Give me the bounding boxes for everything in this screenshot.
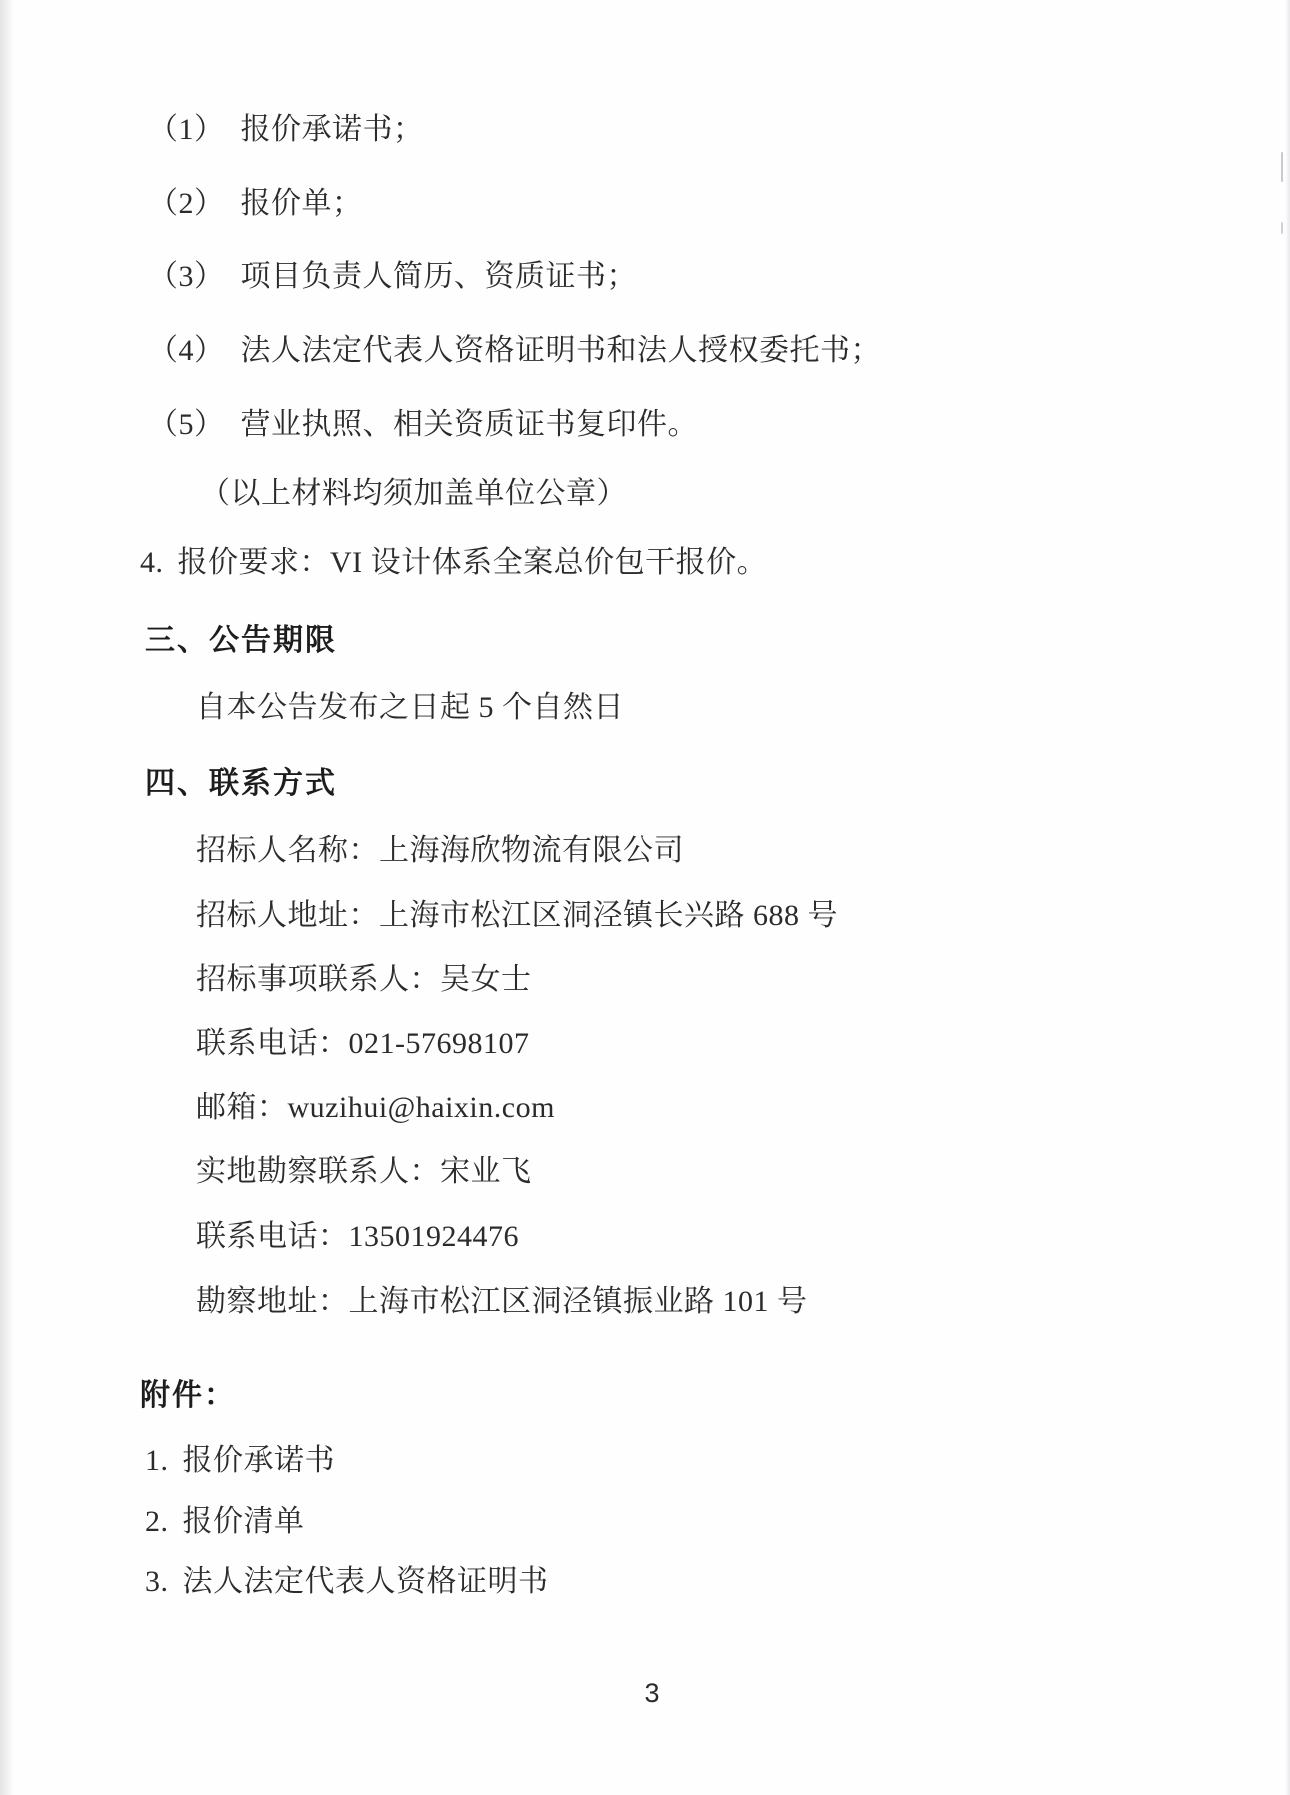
quote-requirement-marker: 4. (140, 546, 164, 579)
attachment-item-3-text: 法人法定代表人资格证明书 (182, 1565, 549, 1598)
material-list-item-3-text: 项目负责人简历、资质证书； (240, 260, 637, 293)
attachment-item-1-text: 报价承诺书 (182, 1444, 335, 1477)
material-list-item-4 (148, 333, 881, 369)
scan-artifact (1281, 222, 1283, 234)
contact-survey-person: 实地勘察联系人：宋业飞 (196, 1155, 532, 1188)
material-list-item-1 (148, 112, 424, 148)
section-contact-heading: 四、联系方式 (145, 767, 337, 800)
attachment-item-3-marker: 3. (145, 1565, 169, 1598)
scan-artifact (1281, 152, 1283, 182)
material-list-item-2 (148, 186, 363, 222)
material-list-item-4-marker: （4） (148, 334, 225, 367)
material-list-item-5-text: 营业执照、相关资质证书复印件。 (240, 408, 698, 441)
section-announcement-period-body: 自本公告发布之日起 5 个自然日 (196, 691, 624, 724)
contact-tenderer-address: 招标人地址：上海市松江区洞泾镇长兴路 688 号 (196, 899, 838, 932)
attachment-item-1-marker: 1. (145, 1444, 169, 1477)
material-list-item-4-text: 法人法定代表人资格证明书和法人授权委托书； (240, 334, 881, 367)
material-list-item-2-marker: （2） (148, 187, 225, 220)
material-list-item-5-marker: （5） (148, 408, 225, 441)
scan-edge-shadow-left (0, 0, 14, 1795)
material-list-item-2-text: 报价单； (240, 187, 363, 220)
quote-requirement (140, 545, 767, 581)
material-list-item-3-marker: （3） (148, 260, 225, 293)
material-list-item-1-text: 报价承诺书； (240, 113, 424, 146)
scan-edge-shadow-right (1285, 0, 1290, 1795)
section-announcement-period-heading: 三、公告期限 (145, 624, 337, 657)
attachment-item-1 (145, 1443, 335, 1479)
attachment-item-2-marker: 2. (145, 1505, 169, 1538)
material-list-item-5 (148, 407, 698, 443)
contact-tenderer-name: 招标人名称：上海海欣物流有限公司 (196, 834, 684, 867)
contact-survey-address: 勘察地址：上海市松江区洞泾镇振业路 101 号 (196, 1285, 808, 1318)
attachments-heading: 附件： (140, 1379, 236, 1412)
attachment-item-2 (145, 1504, 305, 1540)
quote-requirement-text: 报价要求：VI 设计体系全案总价包干报价。 (177, 546, 768, 579)
attachment-item-3 (145, 1564, 549, 1600)
attachment-item-2-text: 报价清单 (182, 1505, 305, 1538)
material-list-item-1-marker: （1） (148, 113, 225, 146)
page-number: 3 (644, 1678, 660, 1708)
contact-phone-2: 联系电话：13501924476 (196, 1220, 519, 1253)
contact-tender-person: 招标事项联系人：吴女士 (196, 963, 532, 996)
material-list-item-3 (148, 259, 637, 295)
seal-note: （以上材料均须加盖单位公章） (200, 477, 627, 510)
contact-phone-1: 联系电话：021-57698107 (196, 1027, 530, 1060)
contact-email: 邮箱：wuzihui@haixin.com (196, 1091, 555, 1124)
